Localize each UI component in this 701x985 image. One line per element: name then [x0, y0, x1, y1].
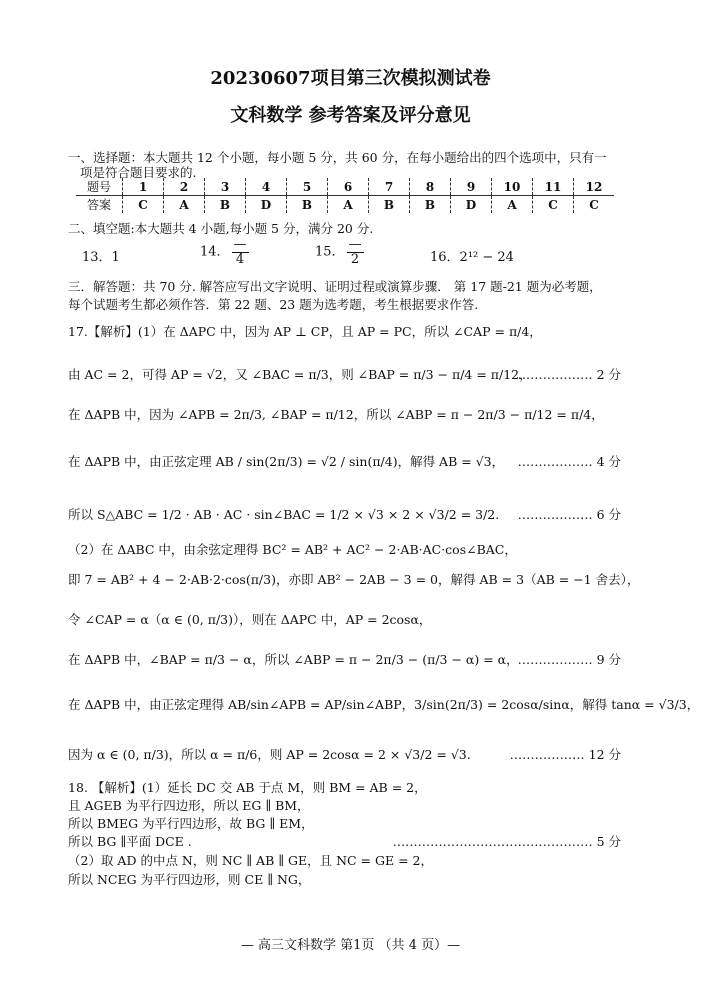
question-number: 2: [164, 178, 205, 196]
q18-line-4: 所以 BG ∥平面 DCE .: [68, 834, 192, 849]
question-number: 9: [451, 178, 492, 196]
question-number: 8: [410, 178, 451, 196]
answer-cell: C: [123, 196, 164, 214]
section1-intro-cont: 项是符合题目要求的.: [80, 165, 197, 180]
q18-line-6: 所以 NCEG 为平行四边形，则 CE ∥ NG，: [68, 872, 311, 887]
question-number: 11: [533, 178, 574, 196]
score-marker-5: ………………………………………… 5 分: [392, 834, 621, 849]
q17-line-4: 在 ΔAPB 中，由正弦定理 AB / sin(2π/3) = √2 / sin(π/4)，解得 AB = √3，: [68, 454, 505, 469]
q17-line-10: 在 ΔAPB 中，由正弦定理得 AB/sin∠APB = AP/sin∠ABP，3/sin(2π/3) = 2cosα/sinα，解得 tanα = √3/3，: [68, 697, 700, 712]
row-label-question: 题号: [76, 178, 123, 196]
fraction-denominator: 2: [350, 251, 360, 267]
section3-intro: 三．解答题：共 70 分. 解答应写出文字说明、证明过程或演算步骤． 第 17 题-21 题为必考题，: [68, 279, 602, 294]
q17-line-11: 因为 α ∈ (0, π/3)，所以 α = π/6，则 AP = 2cosα = 2 × √3/2 = √3.: [68, 747, 471, 762]
answer-cell: B: [287, 196, 328, 214]
question-number: 6: [328, 178, 369, 196]
score-marker-4: ……………… 4 分: [517, 454, 621, 469]
question-number: 10: [492, 178, 533, 196]
q18-line-3: 所以 BMEG 为平行四边形，故 BG ∥ EM，: [68, 816, 314, 831]
section1-intro: 一、选择题：本大题共 12 个小题，每小题 5 分，共 60 分，在每小题给出的四个选项中，只有一: [68, 150, 607, 165]
fill-answer-16: 16．2¹² − 24: [430, 250, 514, 265]
answer-cell: A: [492, 196, 533, 214]
q17-line-7: 即 7 = AB² + 4 − 2·AB·2·cos(π/3)，亦即 AB² − 2AB − 3 = 0，解得 AB = 3（AB = −1 舍去），: [68, 572, 640, 587]
row-label-answer: 答案: [86, 198, 111, 212]
score-marker-6: ……………… 6 分: [517, 507, 621, 522]
score-marker-9: ……………… 9 分: [517, 652, 621, 667]
answer-table-number-row: [76, 178, 614, 196]
score-marker-2: ……………… 2 分: [517, 367, 621, 382]
page-title: 20230607项目第三次模拟测试卷: [210, 68, 491, 89]
page-subtitle: 文科数学 参考答案及评分意见: [230, 105, 471, 126]
question-number: 3: [205, 178, 246, 196]
q17-line-1: 17.【解析】(1）在 ΔAPC 中，因为 AP ⊥ CP，且 AP = PC，所以 ∠CAP = π/4，: [68, 324, 542, 339]
question-number: 7: [369, 178, 410, 196]
answer-cell: A: [328, 196, 369, 214]
answer-cell: B: [369, 196, 410, 214]
answer-table-answer-row: [76, 196, 614, 214]
answer-cell: D: [246, 196, 287, 214]
q17-line-2: 由 AC = 2，可得 AP = √2，又 ∠BAC = π/3，则 ∠BAP = π/3 − π/4 = π/12，: [68, 367, 532, 382]
page-footer: — 高三文科数学 第1页 （共 4 页）—: [240, 938, 461, 953]
fraction-numerator: —: [233, 237, 247, 252]
answer-cell: A: [164, 196, 205, 214]
section2-intro: 二、填空题:本大题共 4 小题,每小题 5 分，满分 20 分.: [68, 221, 374, 236]
question-number: 4: [246, 178, 287, 196]
question-number: 12: [574, 178, 615, 196]
fill-label-14: 14．: [200, 244, 230, 260]
q18-line-1: 18. 【解析】(1）延长 DC 交 AB 于点 M，则 BM = AB = 2，: [68, 780, 427, 795]
answer-table: [76, 178, 614, 213]
answer-cell: D: [451, 196, 492, 214]
fraction: [347, 238, 364, 266]
q17-line-6: （2）在 ΔABC 中，由余弦定理得 BC² = AB² + AC² − 2·AB·AC·cos∠BAC，: [68, 542, 517, 557]
section3-intro-cont: 每个试题考生都必须作答．第 22 题、23 题为选考题，考生根据要求作答.: [68, 297, 479, 312]
q17-line-9: 在 ΔAPB 中，∠BAP = π/3 − α，所以 ∠ABP = π − 2π/3 − (π/3 − α) = α，: [68, 652, 519, 667]
fraction-denominator: 4: [235, 251, 245, 267]
answer-cell: C: [574, 196, 615, 214]
q18-line-5: （2）取 AD 的中点 N，则 NC ∥ AB ∥ GE，且 NC = GE = 2，: [68, 853, 433, 868]
fraction-numerator: —: [348, 237, 362, 252]
question-number: 1: [123, 178, 164, 196]
q17-line-3: 在 ΔAPB 中，因为 ∠APB = 2π/3, ∠BAP = π/12，所以 ∠ABP = π − 2π/3 − π/12 = π/4，: [68, 407, 604, 422]
answer-cell: B: [410, 196, 451, 214]
answer-cell: B: [205, 196, 246, 214]
fill-answer-14: [200, 238, 251, 266]
fraction: [232, 238, 249, 266]
q17-line-5: 所以 S△ABC = 1/2 · AB · AC · sin∠BAC = 1/2 × √3 × 2 × √3/2 = 3/2.: [68, 507, 500, 522]
fill-answer-15: [315, 238, 366, 266]
fill-label-15: 15．: [315, 244, 345, 260]
question-number: 5: [287, 178, 328, 196]
fill-answer-13: 13．1: [82, 250, 120, 265]
score-marker-12: ……………… 12 分: [509, 747, 621, 762]
q18-line-2: 且 AGEB 为平行四边形，所以 EG ∥ BM，: [68, 798, 310, 813]
answer-cell: C: [533, 196, 574, 214]
q17-line-8: 令 ∠CAP = α（α ∈ (0, π/3)），则在 ΔAPC 中，AP = 2cosα，: [68, 612, 432, 627]
